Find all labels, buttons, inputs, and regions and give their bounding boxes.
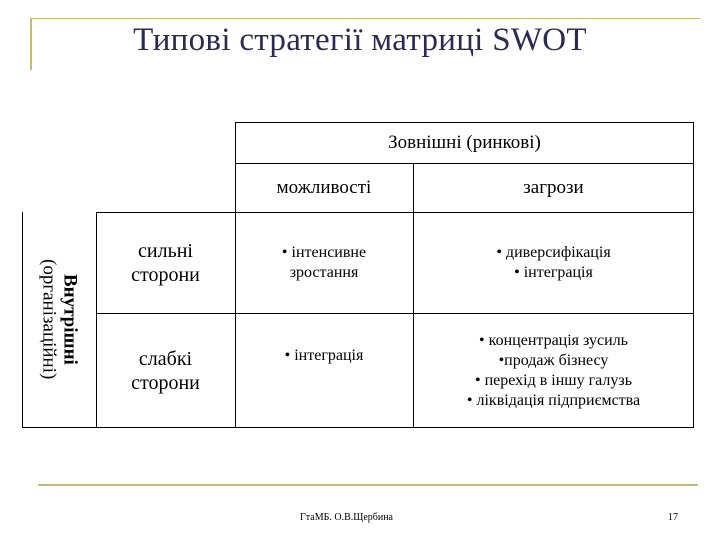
- row-label-weaknesses: [96, 313, 235, 428]
- strategy-item: •продаж бізнесу: [498, 351, 609, 369]
- external-header: Зовнішні (ринкові): [388, 132, 541, 153]
- internal-header-line1: Внутрішні: [59, 274, 81, 365]
- strategy-item: • диверсифікація: [496, 244, 611, 261]
- internal-header-line2: (організаційні): [38, 259, 60, 380]
- strategy-item: • інтенсивне: [281, 244, 367, 261]
- cell-weaknesses-opportunities: [235, 313, 413, 398]
- strategy-item: • концентрація зусиль: [479, 331, 628, 349]
- slide-title: Типові стратегії матриці SWOT: [133, 22, 587, 58]
- decorative-bottom-line: [38, 484, 698, 486]
- strategy-item: • ліквідація підприємства: [466, 391, 641, 409]
- row-label-line: сторони: [131, 264, 200, 286]
- cell-strengths-threats: [413, 212, 694, 314]
- column-threats: загрози: [523, 177, 584, 198]
- strategy-item: • інтеграція: [284, 346, 364, 364]
- row-label-strengths: [96, 212, 235, 314]
- cell-weaknesses-threats: [413, 313, 694, 428]
- row-label-line: сторони: [131, 371, 200, 394]
- strategy-item: • інтеграція: [514, 264, 593, 281]
- footer-author: ГтаМБ. О.В.Щербина: [300, 512, 393, 523]
- row-label-line: слабкі: [138, 347, 193, 370]
- column-opportunities: можливості: [276, 177, 372, 198]
- cell-strengths-opportunities: [235, 212, 413, 314]
- strategy-item: зростання: [289, 264, 359, 281]
- row-label-line: сильні: [138, 240, 193, 262]
- strategy-item: • перехід в іншу галузь: [474, 371, 633, 389]
- internal-header: [22, 212, 97, 427]
- decorative-top-line: [30, 18, 700, 19]
- page-number: 17: [668, 512, 678, 523]
